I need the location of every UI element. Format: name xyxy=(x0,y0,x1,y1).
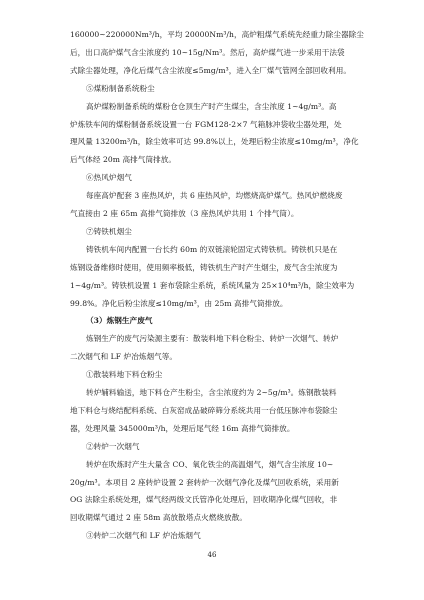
text-line-29: ③转炉二次烟气和 LF 炉冶炼烟气 xyxy=(86,531,201,541)
text-line-11: 气直接由 2 座 65m 高排气筒排放（3 座热风炉共用 1 个排气筒）。 xyxy=(70,209,299,218)
text-line-22: 地下料仓与烧结配料系统、白灰窑成品破碎筛分系统共用一台低压脉冲布袋除尘 xyxy=(70,405,338,415)
text-line-10: 每座高炉配套 3 座热风炉，共 6 座热风炉，均燃烧高炉煤气。热风炉燃烧废 xyxy=(86,191,343,201)
section-heading-steelmaking: （3）炼钢生产废气 xyxy=(86,316,153,326)
text-line-7: 理风量 13200m³/h，除尘效率可达 99.8%以上，处理后粉尘浓度≤10mg/m³，净化 xyxy=(70,137,359,147)
text-line-24: ②转炉一次烟气 xyxy=(86,441,140,451)
section-heading-casting: ⑦铸铁机烟尘 xyxy=(86,226,132,236)
text-line-8: 后气体经 20m 高排气筒排放。 xyxy=(70,155,177,165)
text-line-19: 二次烟气和 LF 炉冶炼烟气等。 xyxy=(70,352,178,362)
text-line-25: 转炉在吹炼时产生大量含 CO、氧化铁尘的高温烟气，烟气含尘浓度 10~ xyxy=(86,459,334,469)
text-line-26: 20g/m³。本项目 2 座转炉设置 2 套转炉一次烟气净化及煤气回收系统，采用新 xyxy=(70,477,339,487)
section-heading-hot-blast: ⑥热风炉烟气 xyxy=(86,173,132,183)
text-line-5: 高炉煤粉制备系统的煤粉仓仓顶生产时产生煤尘，含尘浓度 1~4g/m³。高 xyxy=(86,101,337,111)
text-line-1: 160000~220000Nm³/h，平均 20000Nm³/h，高炉粗煤气系统先经重力除尘器除尘 xyxy=(70,30,364,39)
text-line-14: 炼钢设备维修时使用，使用频率极低，铸铁机生产时产生烟尘，废气含尘浓度为 xyxy=(70,262,338,272)
text-line-21: 转炉辅料输送，地下料仓产生粉尘，含尘浓度约为 2~5g/m³。炼钢散装料 xyxy=(86,388,337,397)
text-line-3: 式除尘器处理，净化后煤气含尘浓度≤5mg/m³，进入全厂煤气管网全部回收利用。 xyxy=(70,65,352,75)
section-heading-coal-powder: ⑤煤粉制备系统粉尘 xyxy=(86,83,155,93)
page-number: 46 xyxy=(207,551,217,559)
text-line-28: 回收期煤气通过 2 座 58m 高放散塔点火燃烧放散。 xyxy=(70,513,247,523)
text-line-18: 炼钢生产的废气污染源主要有：散装料地下料仓粉尘、转炉一次烟气、转炉 xyxy=(86,334,339,344)
text-line-2: 后，出口高炉煤气含尘浓度约 10~15g/Nm³。然后，高炉煤气进一步采用干法袋 xyxy=(70,47,345,57)
section-heading-bulk-material: ①散装料地下料仓粉尘 xyxy=(86,370,163,380)
text-line-27: OG 法除尘系统处理，煤气经两级文氏管净化处理后，回收期净化煤气回收，非 xyxy=(70,495,338,505)
text-line-13: 铸铁机车间内配置一台长约 60m 的双链滚轮固定式铸铁机。铸铁机只是在 xyxy=(86,244,338,254)
text-line-16: 99.8%。净化后粉尘浓度≤10mg/m³，由 25m 高排气筒排放。 xyxy=(70,298,288,308)
text-line-15: 1~4g/m³。铸铁机设置 1 套布袋除尘系统，系统风量为 25×10⁴m³/h，除尘效率为 xyxy=(70,280,355,290)
text-line-23: 器，处理风量 345000m³/h，处理后尾气经 16m 高排气筒排放。 xyxy=(70,423,295,433)
text-line-6: 炉炼铁车间的煤粉制备系统设置一台 FGM128-2×7 气箱脉冲袋收尘器处理，处 xyxy=(70,119,342,129)
